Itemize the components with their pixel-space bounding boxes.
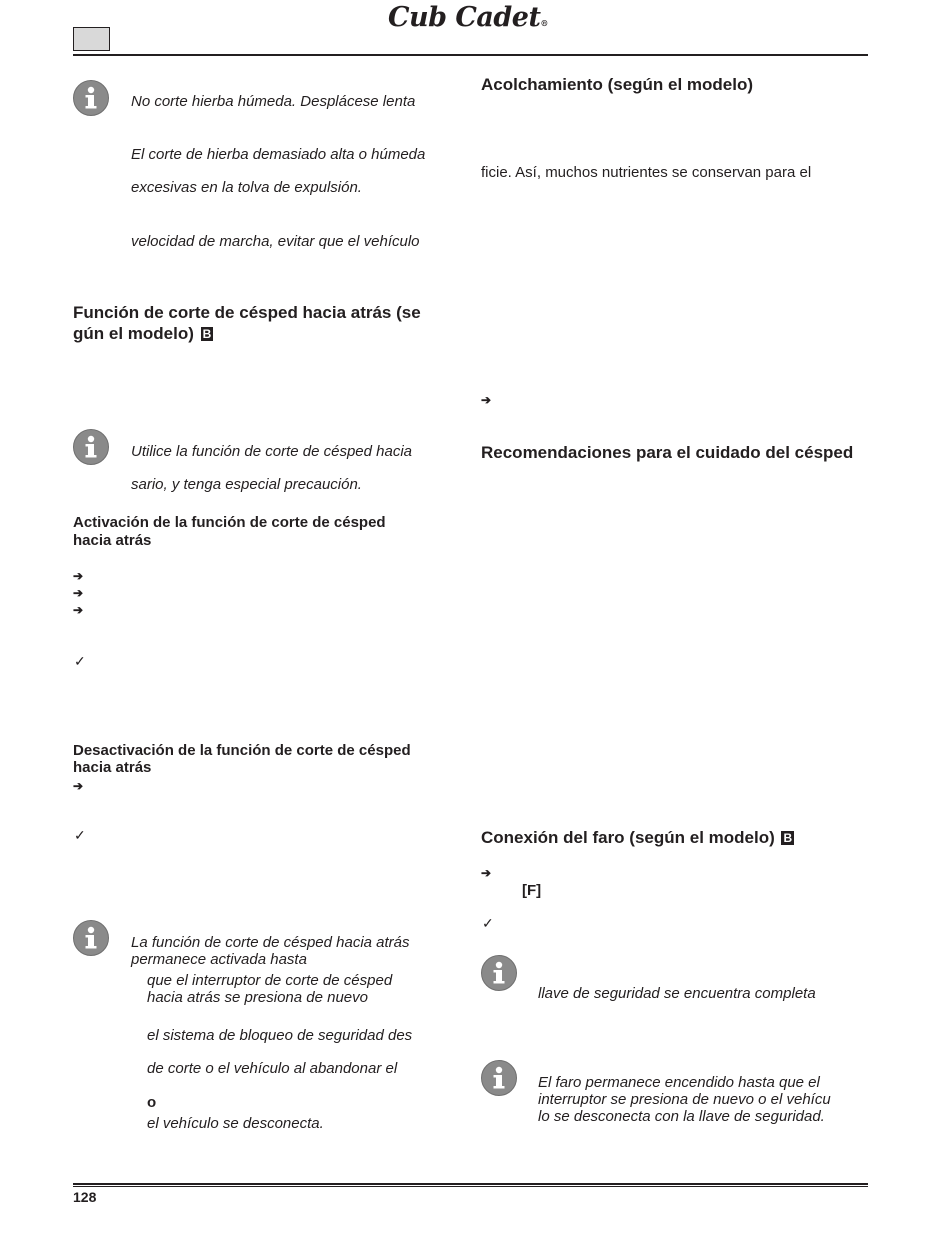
arrow-bullet-icon: ➔ (73, 603, 84, 617)
info-icon (481, 955, 517, 991)
model-tag: B (202, 327, 212, 341)
body-text: ficie. Así, muchos nutrientes se conservan para el (481, 164, 812, 181)
arrow-bullet-icon: ➔ (73, 569, 84, 583)
note-text: permanece activada hasta (131, 951, 307, 968)
note-text: el vehículo se desconecta. (147, 1115, 324, 1132)
arrow-bullet-icon: ➔ (73, 779, 84, 793)
footer-rule (73, 1183, 868, 1185)
brand-logo: Cub Cadet® (388, 2, 548, 33)
note-text: No corte hierba húmeda. Desplácese lenta (131, 93, 416, 110)
section-heading: Función de corte de césped hacia atrás (se (73, 303, 421, 322)
info-icon (73, 920, 109, 956)
note-text: excesivas en la tolva de expulsión. (131, 179, 362, 196)
note-text: velocidad de marcha, evitar que el vehículo (131, 233, 420, 250)
note-text: El corte de hierba demasiado alta o húmeda (131, 146, 426, 163)
arrow-bullet-icon: ➔ (481, 393, 492, 407)
arrow-bullet-icon: ➔ (481, 866, 492, 880)
subsection-heading: Activación de la función de corte de césped (73, 514, 386, 531)
note-text: llave de seguridad se encuentra completa (538, 985, 816, 1002)
section-heading: Conexión del faro (según el modelo) B (481, 828, 793, 847)
key-label: [F] (522, 882, 542, 899)
note-text: de corte o el vehículo al abandonar el (147, 1060, 398, 1077)
note-text: el sistema de bloqueo de seguridad des (147, 1027, 413, 1044)
subsection-heading: hacia atrás (73, 759, 152, 776)
note-text: lo se desconecta con la llave de seguridad. (538, 1108, 825, 1125)
section-heading: gún el modelo) B (73, 324, 212, 343)
note-text: que el interruptor de corte de césped (147, 972, 393, 989)
header-rule (73, 54, 868, 56)
note-text: Utilice la función de corte de césped hacia (131, 443, 413, 460)
checkmark-icon: ✓ (74, 653, 86, 669)
subsection-heading: hacia atrás (73, 532, 152, 549)
language-tab (73, 27, 110, 51)
section-heading: Acolchamiento (según el modelo) (481, 75, 754, 94)
note-conjunction: o (147, 1094, 157, 1111)
model-tag: B (783, 831, 793, 845)
checkmark-icon: ✓ (74, 827, 86, 843)
note-text: sario, y tenga especial precaución. (131, 476, 362, 493)
note-text: La función de corte de césped hacia atrás (131, 934, 410, 951)
note-text: interruptor se presiona de nuevo o el vehícu (538, 1091, 831, 1108)
checkmark-icon: ✓ (482, 915, 494, 931)
subsection-heading: Desactivación de la función de corte de césped (73, 742, 411, 759)
info-icon (73, 429, 109, 465)
section-heading: Recomendaciones para el cuidado del césped (481, 443, 854, 462)
note-text: El faro permanece encendido hasta que el (538, 1074, 820, 1091)
note-text: hacia atrás se presiona de nuevo (147, 989, 368, 1006)
page-number: 128 (73, 1189, 97, 1205)
info-icon (73, 80, 109, 116)
arrow-bullet-icon: ➔ (73, 586, 84, 600)
info-icon (481, 1060, 517, 1096)
footer-rule (73, 1186, 868, 1187)
